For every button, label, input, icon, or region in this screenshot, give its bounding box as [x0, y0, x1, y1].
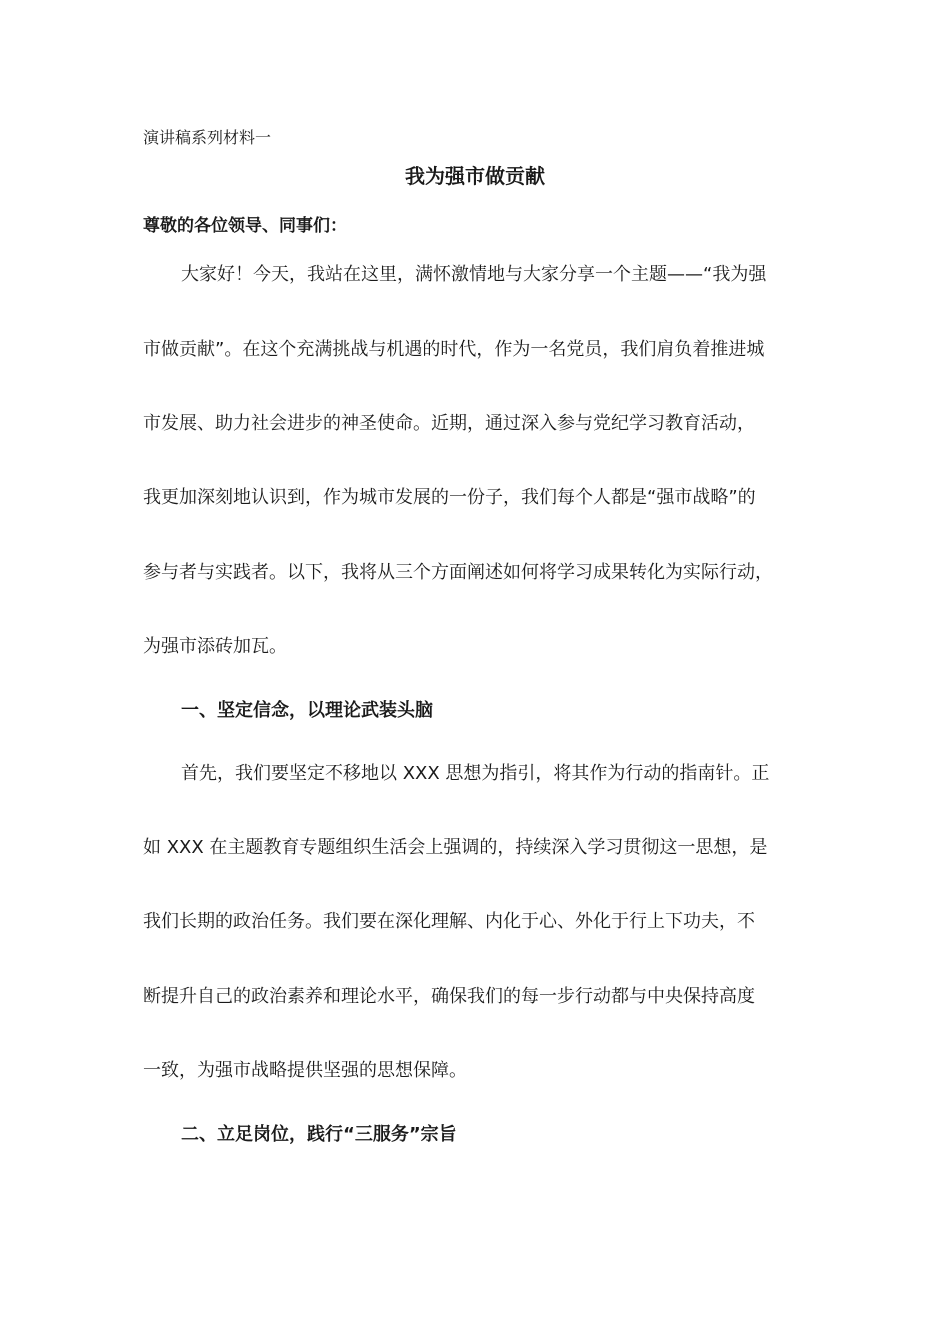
- paragraph-line: 参与者与实践者。以下，我将从三个方面阐述如何将学习成果转化为实际行动，: [143, 562, 773, 583]
- paragraph-line: 如 XXX 在主题教育专题组织生活会上强调的，持续深入学习贯彻这一思想，是: [143, 837, 768, 858]
- paragraph-line: 我们长期的政治任务。我们要在深化理解、内化于心、外化于行上下功夫，不: [143, 911, 755, 932]
- series-label: 演讲稿系列材料一: [143, 128, 272, 147]
- paragraph-line: 一致，为强市战略提供坚强的思想保障。: [143, 1060, 467, 1081]
- section-heading: 二、立足岗位，践行“三服务”宗旨: [181, 1124, 457, 1145]
- paragraph-line: 首先，我们要坚定不移地以 XXX 思想为指引，将其作为行动的指南针。正: [181, 763, 770, 784]
- salutation: 尊敬的各位领导、同事们：: [143, 216, 347, 236]
- paragraph-line: 市发展、助力社会进步的神圣使命。近期，通过深入参与党纪学习教育活动，: [143, 413, 755, 434]
- paragraph-line: 我更加深刻地认识到，作为城市发展的一份子，我们每个人都是“强市战略”的: [143, 487, 756, 508]
- paragraph-line: 大家好！今天，我站在这里，满怀激情地与大家分享一个主题——“我为强: [181, 264, 767, 285]
- paragraph-line: 为强市添砖加瓦。: [143, 636, 287, 657]
- document-title: 我为强市做贡献: [405, 164, 545, 188]
- paragraph-line: 市做贡献”。在这个充满挑战与机遇的时代，作为一名党员，我们肩负着推进城: [143, 339, 765, 360]
- section-heading: 一、坚定信念，以理论武装头脑: [181, 700, 433, 721]
- paragraph-line: 断提升自己的政治素养和理论水平，确保我们的每一步行动都与中央保持高度: [143, 986, 755, 1007]
